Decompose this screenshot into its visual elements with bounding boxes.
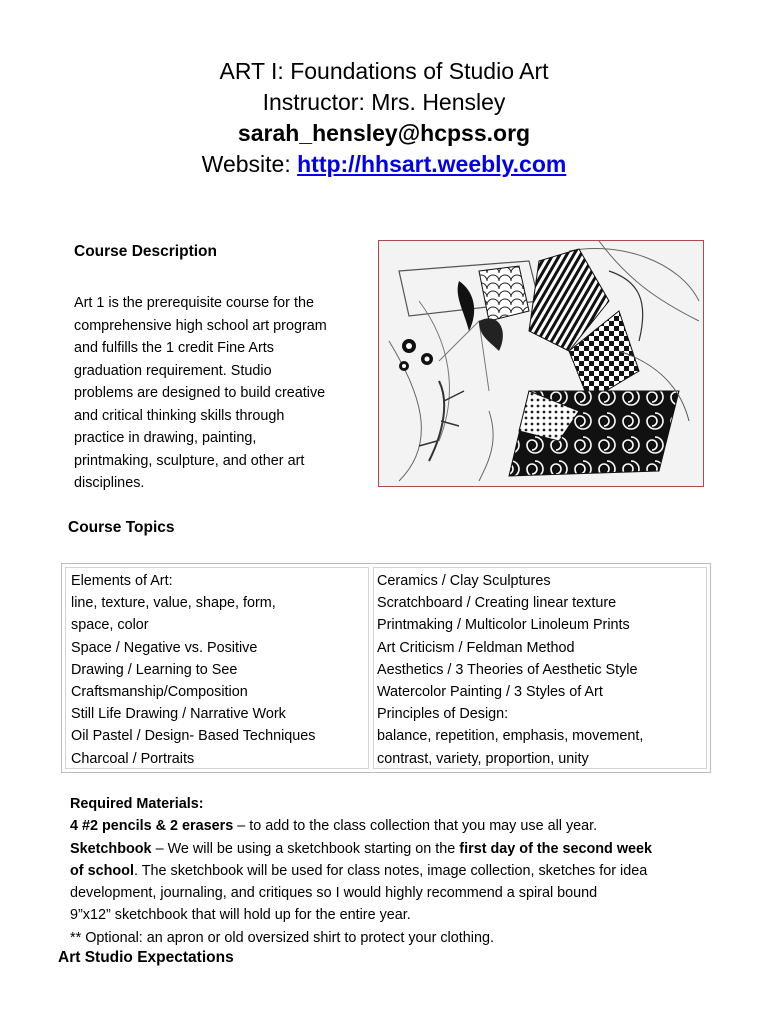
materials-sketchbook-cont: [70, 860, 710, 882]
sketchbook-text-3: development, journaling, and critiques so I would highly recommend a spiral bound: [70, 885, 598, 902]
required-materials-title: Required Materials:: [70, 796, 204, 812]
instructor-line: Instructor: Mrs. Hensley: [262, 89, 506, 115]
studio-expectations-title: Art Studio Expectations: [58, 949, 234, 966]
website-link[interactable]: http://hhsart.weebly.com: [297, 151, 567, 177]
topic-item: Charcoal / Portraits: [71, 750, 195, 767]
desc-line: problems are designed to build creative: [74, 385, 326, 401]
desc-line: Art 1 is the prerequisite course for the: [74, 295, 314, 311]
instructor-email: sarah_hensley@hcpss.org: [237, 120, 531, 146]
topic-item: Space / Negative vs. Positive: [71, 639, 258, 656]
course-topics-title: Course Topics: [68, 519, 175, 536]
course-topics-table: [61, 563, 711, 773]
topic-item: Still Life Drawing / Narrative Work: [71, 706, 286, 723]
sketchbook-date-bold: first day of the second week: [459, 840, 653, 857]
required-materials-section: [70, 793, 710, 949]
sketchbook-text-4: 9”x12” sketchbook that will hold up for the entire year.: [70, 907, 411, 924]
topics-column-left: [71, 570, 367, 770]
topic-item: Oil Pastel / Design- Based Techniques: [71, 728, 316, 745]
topic-item: Elements of Art:: [71, 573, 173, 589]
pencils-bold: 4 #2 pencils & 2 erasers: [70, 818, 234, 835]
materials-pencils: [70, 815, 710, 837]
website-label: Website:: [201, 151, 298, 177]
sketchbook-bold: Sketchbook: [70, 840, 152, 857]
course-title: ART I: Foundations of Studio Art: [219, 58, 549, 84]
topic-item: line, texture, value, shape, form,: [71, 595, 276, 612]
artwork-drawing: [379, 241, 703, 486]
topic-item: space, color: [71, 617, 149, 634]
desc-line: disciplines.: [74, 475, 145, 491]
topics-column-right: [377, 570, 707, 770]
materials-sketchbook: [70, 838, 710, 860]
website-line: [0, 149, 768, 180]
topic-item: Art Criticism / Feldman Method: [377, 639, 575, 656]
sketchbook-text-2: . The sketchbook will be used for class notes, image collection, sketches for idea: [133, 862, 648, 879]
topic-item: Aesthetics / 3 Theories of Aesthetic Style: [377, 661, 638, 678]
topic-item: Watercolor Painting / 3 Styles of Art: [377, 684, 603, 701]
topic-item: Drawing / Learning to See: [71, 661, 238, 678]
topic-item: Printmaking / Multicolor Linoleum Prints: [377, 617, 630, 634]
topic-item: Scratchboard / Creating linear texture: [377, 595, 617, 612]
course-description-body: [74, 292, 369, 495]
materials-optional: ** Optional: an apron or old oversized shirt to protect your clothing.: [70, 929, 494, 946]
desc-line: practice in drawing, painting,: [74, 430, 257, 446]
desc-line: printmaking, sculpture, and other art: [74, 452, 305, 469]
desc-line: comprehensive high school art program: [74, 317, 327, 334]
topic-item: Craftsmanship/Composition: [71, 684, 248, 701]
topic-item: Principles of Design:: [377, 706, 509, 723]
zentangle-artwork-image: [378, 240, 704, 487]
topic-item: balance, repetition, emphasis, movement,: [377, 728, 644, 745]
sketchbook-school-bold: of school: [70, 862, 134, 879]
desc-line: and critical thinking skills through: [74, 407, 285, 424]
course-description-title: Course Description: [74, 243, 217, 260]
topic-item: contrast, variety, proportion, unity: [377, 750, 589, 767]
desc-line: graduation requirement. Studio: [74, 362, 272, 379]
document-header: [0, 56, 768, 180]
pencils-text: – to add to the class collection that you may use all year.: [233, 818, 598, 835]
desc-line: and fulfills the 1 credit Fine Arts: [74, 340, 274, 356]
sketchbook-text-1: – We will be using a sketchbook starting on the: [151, 840, 460, 857]
topic-item: Ceramics / Clay Sculptures: [377, 573, 551, 589]
